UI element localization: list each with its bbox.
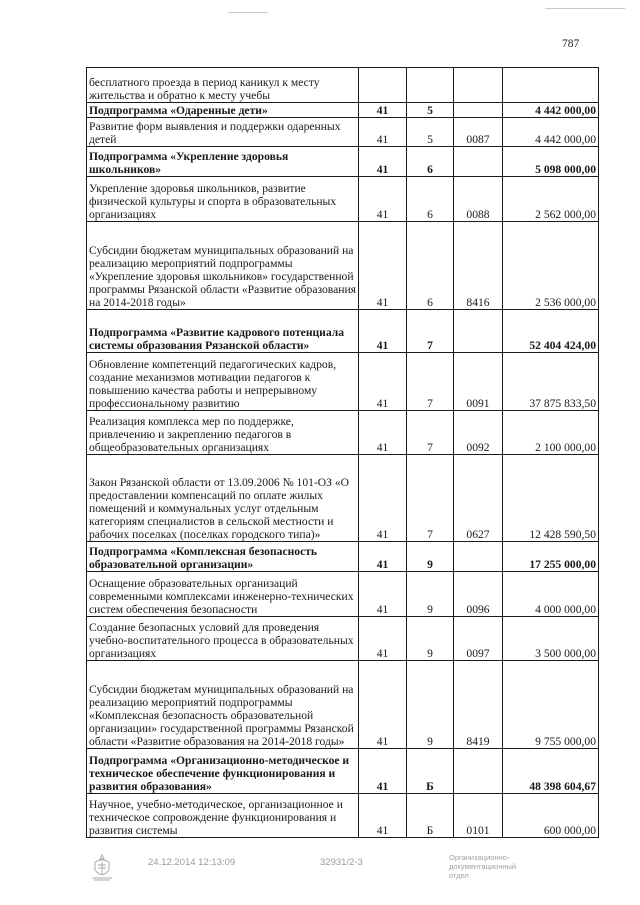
row-name: Подпрограмма «Укрепление здоровья школьников» bbox=[87, 147, 359, 177]
row-code-c: 0096 bbox=[454, 572, 503, 617]
row-sum: 4 442 000,00 bbox=[503, 103, 599, 118]
row-code-a: 41 bbox=[359, 542, 407, 572]
row-code-b: 7 bbox=[407, 455, 454, 542]
row-code-c bbox=[454, 542, 503, 572]
table-row bbox=[87, 542, 599, 572]
row-name: Субсидии бюджетам муниципальных образований на реализацию мероприятий подпрограммы «Укрепление здоровья школьников» государственной программы Рязанской области «Развитие образования на 2014-2018 годы» bbox=[87, 222, 359, 310]
row-name: Развитие форм выявления и поддержки одаренных детей bbox=[87, 118, 359, 147]
row-code-c: 8416 bbox=[454, 222, 503, 310]
row-name: Реализация комплекса мер по поддержке, привлечению и закреплению педагогов в общеобразовательных организациях bbox=[87, 411, 359, 455]
row-sum: 17 255 000,00 bbox=[503, 542, 599, 572]
row-name: Укрепление здоровья школьников, развитие физической культуры и спорта в образовательных организациях bbox=[87, 177, 359, 222]
row-sum: 3 500 000,00 bbox=[503, 617, 599, 661]
row-code-a: 41 bbox=[359, 103, 407, 118]
table-row bbox=[87, 411, 599, 455]
table-row bbox=[87, 68, 599, 103]
row-code-c bbox=[454, 103, 503, 118]
footer-stamp-text: Организационно-документационный отдел bbox=[449, 853, 517, 880]
table-row bbox=[87, 310, 599, 353]
row-sum: 2 536 000,00 bbox=[503, 222, 599, 310]
scan-edge-mark bbox=[545, 8, 625, 9]
row-sum: 48 398 604,67 bbox=[503, 749, 599, 794]
row-code-a: 41 bbox=[359, 310, 407, 353]
row-code-b: 9 bbox=[407, 617, 454, 661]
table-row bbox=[87, 794, 599, 838]
row-sum: 2 100 000,00 bbox=[503, 411, 599, 455]
row-sum: 4 442 000,00 bbox=[503, 118, 599, 147]
row-code-a: 41 bbox=[359, 222, 407, 310]
row-name: Подпрограмма «Одаренные дети» bbox=[87, 103, 359, 118]
row-sum: 37 875 833,50 bbox=[503, 353, 599, 411]
table-row bbox=[87, 572, 599, 617]
table-row bbox=[87, 455, 599, 542]
row-name: Оснащение образовательных организаций современными комплексами инженерно-технических систем обеспечения безопасности bbox=[87, 572, 359, 617]
row-code-a: 41 bbox=[359, 177, 407, 222]
row-sum: 9 755 000,00 bbox=[503, 661, 599, 749]
row-code-a: 41 bbox=[359, 572, 407, 617]
row-code-a: 41 bbox=[359, 455, 407, 542]
row-code-a: 41 bbox=[359, 118, 407, 147]
row-code-b: 9 bbox=[407, 572, 454, 617]
row-name: Закон Рязанской области от 13.09.2006 № 101-ОЗ «О предоставлении компенсаций по оплате жилых помещений и коммунальных услуг отдельным категориям специалистов в сельской местности и рабочих поселках (поселках городского типа)» bbox=[87, 455, 359, 542]
page-number: 787 bbox=[562, 38, 580, 50]
row-name: Обновление компетенций педагогических кадров, создание механизмов мотивации педагогов к повышению качества работы и непрерывному профессиональному развитию bbox=[87, 353, 359, 411]
table-row bbox=[87, 222, 599, 310]
row-code-b: 9 bbox=[407, 661, 454, 749]
row-code-c: 0627 bbox=[454, 455, 503, 542]
row-sum bbox=[503, 68, 599, 103]
row-code-a: 41 bbox=[359, 661, 407, 749]
row-code-a: 41 bbox=[359, 617, 407, 661]
row-code-b: 7 bbox=[407, 411, 454, 455]
row-sum: 2 562 000,00 bbox=[503, 177, 599, 222]
row-name: бесплатного проезда в период каникул к месту жительства и обратно к месту учебы bbox=[87, 68, 359, 103]
row-name: Подпрограмма «Организационно-методическое и техническое обеспечение функционирования и развития образования» bbox=[87, 749, 359, 794]
row-code-c: 0088 bbox=[454, 177, 503, 222]
table-row bbox=[87, 749, 599, 794]
row-code-b: 5 bbox=[407, 118, 454, 147]
row-sum: 52 404 424,00 bbox=[503, 310, 599, 353]
row-code-b: 7 bbox=[407, 353, 454, 411]
row-code-b: 5 bbox=[407, 103, 454, 118]
row-code-b: 6 bbox=[407, 147, 454, 177]
row-code-c: 0097 bbox=[454, 617, 503, 661]
row-code-b: 6 bbox=[407, 222, 454, 310]
table-row bbox=[87, 353, 599, 411]
row-code-c: 0091 bbox=[454, 353, 503, 411]
row-code-a: 41 bbox=[359, 147, 407, 177]
row-name: Подпрограмма «Комплексная безопасность образовательной организации» bbox=[87, 542, 359, 572]
row-code-b: Б bbox=[407, 749, 454, 794]
row-code-b: 7 bbox=[407, 310, 454, 353]
row-code-a: 41 bbox=[359, 749, 407, 794]
row-sum: 5 098 000,00 bbox=[503, 147, 599, 177]
scan-edge-mark bbox=[228, 12, 268, 13]
row-code-a bbox=[359, 68, 407, 103]
table-row bbox=[87, 103, 599, 118]
row-code-c: 8419 bbox=[454, 661, 503, 749]
table-row bbox=[87, 617, 599, 661]
row-name: Субсидии бюджетам муниципальных образований на реализацию мероприятий подпрограммы «Комплексная безопасность образовательной организации» государственной программы Рязанской области «Развитие образования на 2014-2018 годы» bbox=[87, 661, 359, 749]
row-code-a: 41 bbox=[359, 794, 407, 838]
table-row bbox=[87, 118, 599, 147]
row-code-a: 41 bbox=[359, 353, 407, 411]
row-code-a: 41 bbox=[359, 411, 407, 455]
table-row bbox=[87, 147, 599, 177]
row-sum: 4 000 000,00 bbox=[503, 572, 599, 617]
budget-table bbox=[86, 67, 599, 838]
row-name: Научное, учебно-методическое, организационное и техническое сопровождение функционирования и развития системы bbox=[87, 794, 359, 838]
row-code-b: Б bbox=[407, 794, 454, 838]
row-code-c bbox=[454, 310, 503, 353]
row-code-b bbox=[407, 68, 454, 103]
coat-of-arms-icon bbox=[89, 852, 115, 882]
row-code-b: 6 bbox=[407, 177, 454, 222]
row-sum: 600 000,00 bbox=[503, 794, 599, 838]
row-sum: 12 428 590,50 bbox=[503, 455, 599, 542]
footer-doc-id: 32931/2-3 bbox=[320, 857, 363, 868]
row-code-b: 9 bbox=[407, 542, 454, 572]
row-code-c bbox=[454, 749, 503, 794]
row-code-c: 0092 bbox=[454, 411, 503, 455]
row-name: Подпрограмма «Развитие кадрового потенциала системы образования Рязанской области» bbox=[87, 310, 359, 353]
footer-datetime: 24.12.2014 12:13:09 bbox=[148, 857, 236, 868]
row-code-c bbox=[454, 147, 503, 177]
row-code-c bbox=[454, 68, 503, 103]
table-row bbox=[87, 661, 599, 749]
row-name: Создание безопасных условий для проведения учебно-воспитательного процесса в образовательных организациях bbox=[87, 617, 359, 661]
table-row bbox=[87, 177, 599, 222]
row-code-c: 0087 bbox=[454, 118, 503, 147]
row-code-c: 0101 bbox=[454, 794, 503, 838]
